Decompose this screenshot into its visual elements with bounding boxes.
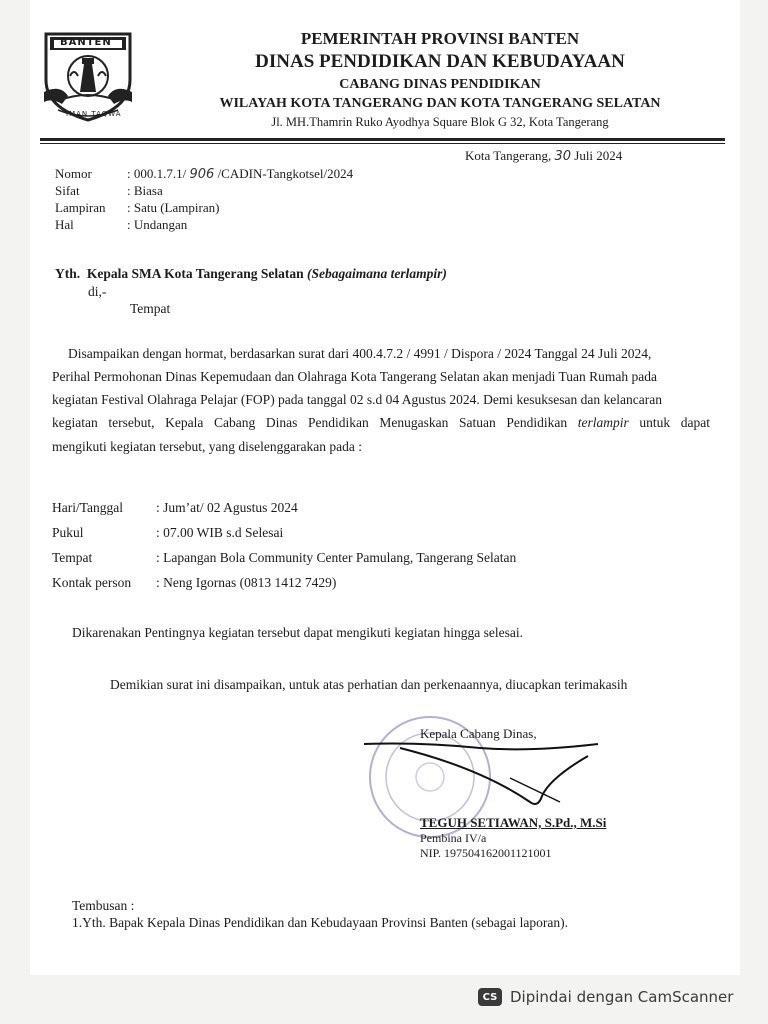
signature-title: Kepala Cabang Dinas, [420,726,537,741]
date-month-year: Juli 2024 [574,148,623,163]
signatory-nip: NIP. 197504162001121001 [420,846,552,860]
meta-hal [55,217,187,233]
detail-value: : Neng Igornas (0813 1412 7429) [156,575,337,590]
logo-label-top: BANTEN [60,37,112,48]
detail-label: Tempat [52,550,93,565]
date-city: Kota Tangerang, [465,148,552,163]
camscanner-label: Dipindai dengan CamScanner [510,988,734,1006]
letterhead-agency: DINAS PENDIDIKAN DAN KEBUDAYAAN [255,51,625,72]
detail-label: Hari/Tanggal [52,500,124,515]
letterhead-region: WILAYAH KOTA TANGERANG DAN KOTA TANGERANG SELATAN [219,96,661,111]
signatory-name: TEGUH SETIAWAN, S.Pd., M.Si [420,815,607,830]
meta-lampiran-label: Lampiran [55,200,106,215]
meta-sifat [55,183,163,199]
meta-nomor-label: Nomor [55,166,92,181]
addressee-di: di,- [88,284,107,299]
date-day-handwritten: 30 [554,149,572,164]
tembusan-label: Tembusan : [72,898,135,913]
logo-label-bottom: IMAN TAQWA [66,110,122,118]
letterhead-address: Jl. MH.Thamrin Ruko Ayodhya Square Blok G 32, Kota Tangerang [271,115,609,129]
letterhead-government: PEMERINTAH PROVINSI BANTEN [300,29,580,48]
body-line-4-a: kegiatan tersebut, Kepala Cabang Dinas Pendidikan Menugaskan Satuan Pendidikan [52,415,568,430]
detail-row [52,550,516,566]
meta-hal-label: Hal [55,217,74,232]
detail-value: : Jum’at/ 02 Agustus 2024 [156,500,298,515]
meta-lampiran [55,200,219,216]
handwritten-signature [360,738,610,813]
camscanner-watermark [478,984,733,1010]
body-paragraph-line-2: Perihal Permohonan Dinas Kepemudaan dan Olahraga Kota Tangerang Selatan akan menjadi Tuan Rumah pada [52,369,658,384]
body-line-4-c: untuk dapat [639,415,710,430]
meta-lampiran-value: : Satu (Lampiran) [127,200,220,215]
detail-row [52,500,298,516]
addressee-tempat: Tempat [130,301,171,316]
detail-row [52,525,283,541]
tembusan-item: 1.Yth. Bapak Kepala Dinas Pendidikan dan Kebudayaan Provinsi Banten (sebagai laporan). [72,915,568,930]
body-paragraph-line-4 [52,415,710,431]
addressee-line [55,266,447,282]
detail-label: Pukul [52,525,84,540]
body-line-4-italic: terlampir [577,415,629,430]
addressee-note: (Sebagaimana terlampir) [307,266,447,281]
meta-nomor-suffix: /CADIN-Tangkotsel/2024 [217,166,354,181]
camscanner-icon: CS [478,988,502,1006]
detail-value: : Lapangan Bola Community Center Pamulang, Tangerang Selatan [156,550,517,565]
addressee-yth: Yth. [55,266,81,281]
letterhead-rule-thick [40,138,725,141]
body-paragraph-line-1: Disampaikan dengan hormat, berdasarkan surat dari 400.4.7.2 / 4991 / Dispora / 2024 Tanggal 24 Juli 2024, [68,346,652,361]
detail-label: Kontak person [52,575,132,590]
closing-paragraph-1: Dikarenakan Pentingnya kegiatan tersebut dapat mengikuti kegiatan hingga selesai. [72,625,523,640]
letter-date [465,148,622,164]
letterhead-rule-thin [40,143,725,144]
signatory-rank: Pembina IV/a [420,831,487,845]
closing-paragraph-2: Demikian surat ini disampaikan, untuk atas perhatian dan perkenaannya, diucapkan terimakasih [110,677,628,692]
meta-sifat-label: Sifat [55,183,80,198]
body-paragraph-line-3: kegiatan Festival Olahraga Pelajar (FOP) pada tanggal 02 s.d 04 Agustus 2024. Demi kesuksesan dan kelancaran [52,392,662,407]
meta-sifat-value: : Biasa [127,183,163,198]
meta-nomor [55,166,353,182]
meta-nomor-handwritten: 906 [189,167,215,182]
detail-row [52,575,336,591]
body-paragraph-line-5: mengikuti kegiatan tersebut, yang diselenggarakan pada : [52,439,363,454]
letterhead-branch: CABANG DINAS PENDIDIKAN [339,77,541,92]
meta-hal-value: : Undangan [127,217,188,232]
addressee-name: Kepala SMA Kota Tangerang Selatan [86,266,304,281]
meta-nomor-prefix: : 000.1.7.1/ [127,166,187,181]
detail-value: : 07.00 WIB s.d Selesai [156,525,284,540]
